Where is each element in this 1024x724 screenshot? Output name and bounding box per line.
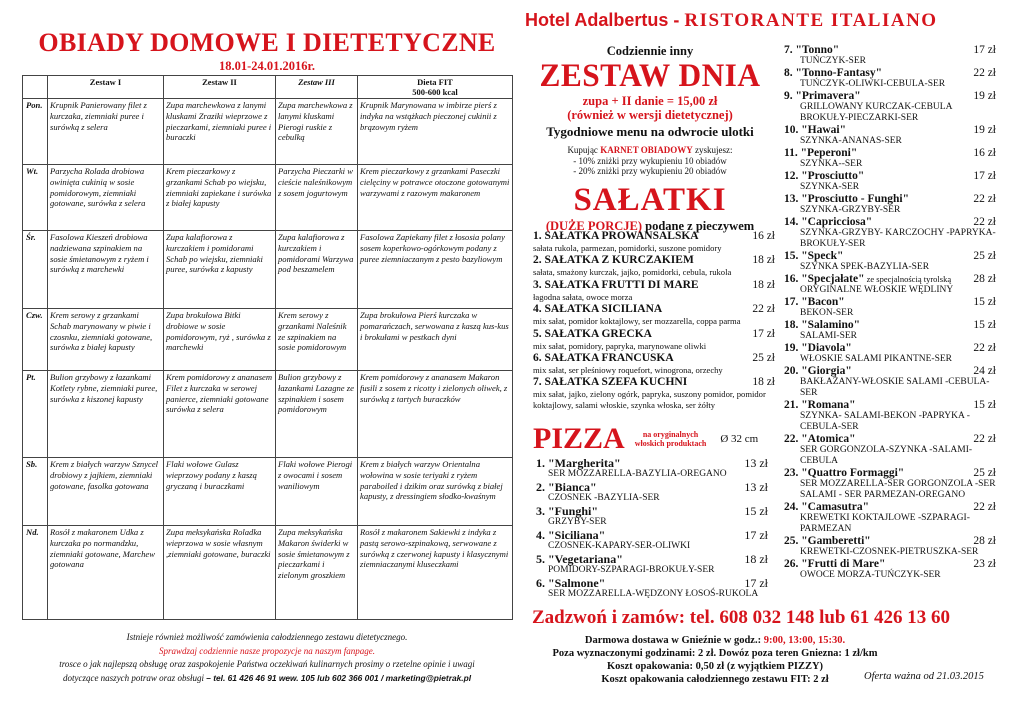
pizza-desc: SER MOZZARELLA-BAZYLIA-OREGANO <box>548 469 727 479</box>
pizza-item <box>536 481 768 504</box>
pizza-desc: SZYNKA- SALAMI-BEKON -PAPRYKA -CEBULA-SER <box>800 411 970 432</box>
pizza-name: 8. "Tonno-Fantasy" <box>784 67 882 79</box>
pizza-desc: CZOSNEK-KAPARY-SER-OLIWKI <box>548 541 691 551</box>
zestaw-2-cell: Zupa kalafiorowa z kurczakiem i pomidorami Schab po wiejsku, ziemniaki puree, surówka z kapusty <box>164 231 276 309</box>
weekly-menu-dates: 18.01-24.01.2016r. <box>218 59 316 73</box>
table-row <box>23 526 513 620</box>
table-header-fit: Dieta FIT 500-600 kcal <box>358 76 513 99</box>
salad-price: 18 zł <box>752 278 775 291</box>
pizza-name: 1. "Margherita" <box>536 456 621 470</box>
pizza-name: 19. "Diavola" <box>784 342 852 354</box>
pizza-price: 22 zł <box>973 433 996 445</box>
pizza-name: 11. "Peperoni" <box>784 147 858 159</box>
salad-item <box>533 254 775 277</box>
pizza-price: 15 zł <box>744 504 768 518</box>
pizza-desc: TUŃCZYK-SER <box>800 56 866 66</box>
salad-item <box>533 279 775 302</box>
packaging-cost-fit: Koszt opakowania całodziennego zestawu FIT: 2 zł <box>601 674 829 685</box>
table-row <box>23 165 513 231</box>
pizza-price: 17 zł <box>744 528 768 542</box>
pizza-item <box>784 216 996 250</box>
pizza-item <box>784 124 996 147</box>
pizza-name: 21. "Romana" <box>784 399 856 411</box>
salad-name: 6. SAŁATKA FRANCUSKA <box>533 352 674 365</box>
karnet-label: KARNET OBIADOWY <box>600 145 693 155</box>
table-row <box>23 99 513 165</box>
pizza-price: 17 zł <box>744 576 768 590</box>
weekly-menu-table <box>22 75 513 620</box>
pizza-desc: TUŃCZYK-OLIWKI-CEBULA-SER <box>800 79 946 89</box>
pizza-desc: BEKON-SER <box>800 308 854 318</box>
pizza-price: 15 zł <box>973 399 996 411</box>
pizza-item <box>784 250 996 273</box>
pizza-price: 22 zł <box>973 501 996 513</box>
pizza-item <box>784 365 996 399</box>
zestaw-3-cell: Zupa marchewkowa z lanymi kluskami Pierogi ruskie z cebulką <box>276 99 358 165</box>
pizza-name: 13. "Prosciutto - Funghi" <box>784 193 910 205</box>
pizza-price: 18 zł <box>744 552 768 566</box>
day-cell: Sb. <box>23 458 48 526</box>
pizza-header <box>533 424 783 454</box>
pizza-price: 19 zł <box>973 124 996 136</box>
pizza-desc: ORYGINALNE WŁOSKIE WĘDLINY <box>800 285 954 295</box>
pizza-item <box>536 505 768 528</box>
table-row <box>23 458 513 526</box>
table-header-zestaw-2: Zestaw II <box>164 76 276 99</box>
day-cell: Nd. <box>23 526 48 620</box>
footer-note-contact: dotyczące naszych potraw oraz obsługi – tel. 61 426 46 91 wew. 105 lub 602 366 001 / marketing@pietrak.pl <box>62 672 472 683</box>
fit-cell: Krem z białych warzyw Orientalna wołowina w sosie teriyaki z ryżem paraboiled i dzikim oraz surówką z białej kapusty, z dressingiem słodko-kwaśnym <box>358 458 513 526</box>
salad-desc: łagodna sałata, owoce morza <box>533 291 633 302</box>
pizza-list-left <box>536 457 768 601</box>
pizza-desc: GRZYBY-SER <box>548 517 607 527</box>
salad-name: 1. SAŁATKA PROWANSALSKA <box>533 230 699 242</box>
salad-item <box>533 328 775 351</box>
zestaw-1-cell: Parzycha Rolada drobiowa owinięta cukinią w sosie pomidorowym, ziemniaki gotowane, surówka z selera <box>48 165 164 231</box>
contact-info[interactable]: – tel. 61 426 46 91 wew. 105 lub 602 366 001 / marketing@pietrak.pl <box>206 672 472 683</box>
pizza-item <box>784 319 996 342</box>
salad-name: 5. SAŁATKA GRECKA <box>533 327 652 340</box>
zestaw-1-cell: Krem serowy z grzankami Schab marynowany w piwie i czosnku, ziemniaki gotowane, surówka z białej kapusty <box>48 309 164 371</box>
daily-set-section <box>525 44 775 233</box>
salad-price: 25 zł <box>752 352 775 365</box>
pizza-desc: BAKŁAŻANY-WŁOSKIE SALAMI -CEBULA-SER <box>800 377 990 398</box>
weekly-menu-title: OBIADY DOMOWE I DIETETYCZNE <box>38 28 496 57</box>
pizza-item <box>784 90 996 124</box>
zestaw-2-cell: Zupa brokułowa Bitki drobiowe w sosie pomidorowym, ryż , surówka z marchewki <box>164 309 276 371</box>
zestaw-3-cell: Parzycha Pieczarki w cieście naleśnikowym z sosem jogurtowym <box>276 165 358 231</box>
pizza-price: 17 zł <box>973 44 996 56</box>
table-header-zestaw-1: Zestaw I <box>48 76 164 99</box>
pizza-item <box>784 273 996 296</box>
pizza-name: 7. "Tonno" <box>784 44 840 56</box>
pizza-price: 23 zł <box>973 558 996 570</box>
fit-cell: Zupa brokułowa Pierś kurczaka w pomarańczach, serwowana z kaszą kus-kus i brokułami w pestkach dyni <box>358 309 513 371</box>
table-row <box>23 231 513 309</box>
salad-desc: mix sałat, ser pleśniowy roquefort, winogrona, orzechy <box>533 365 723 376</box>
pizza-desc: SZYNKA-GRZYBY-SER <box>800 205 901 215</box>
pizza-item <box>784 558 996 581</box>
salads-subtitle: (DUŻE PORCJE) podane z pieczywem <box>545 218 755 233</box>
pizza-price: 22 zł <box>973 216 996 228</box>
pizza-desc: WŁOSKIE SALAMI PIKANTNE-SER <box>800 354 952 364</box>
packaging-cost: Koszt opakowania: 0,50 zł (z wyjątkiem PIZZY) <box>606 661 824 672</box>
pizza-price: 13 zł <box>744 456 768 470</box>
pizza-title: PIZZA <box>533 422 625 455</box>
pizza-desc: SZYNKA-ANANAS-SER <box>800 136 902 146</box>
pizza-price: 25 zł <box>973 250 996 262</box>
table-header-row <box>23 76 513 99</box>
pizza-desc: GRILLOWANY KURCZAK-CEBULA BROKUŁY-PIECZARKI-SER <box>800 102 952 123</box>
hotel-name: Hotel Adalbertus <box>525 10 669 30</box>
pizza-item <box>784 467 996 501</box>
pizza-name: 4. "Siciliana" <box>536 528 606 542</box>
pizza-item <box>784 342 996 365</box>
table-header-day <box>23 76 48 99</box>
fit-cell: Fasolowa Zapiekany filet z łososia polany sosem koperkowo-ogórkowym podany z puree ziemniaczanym z pesto bazyliowym <box>358 231 513 309</box>
pizza-item <box>784 296 996 319</box>
salad-price: 16 zł <box>752 230 775 242</box>
salad-price: 17 zł <box>752 327 775 340</box>
pizza-item <box>784 44 996 67</box>
zestaw-2-cell: Krem pieczarkowy z grzankami Schab po wiejsku, ziemniaki zapiekane i surówka z białej kapusty <box>164 165 276 231</box>
pizza-desc: KREWETKI KOKTAJLOWE -SZPARAGI- PARMEZAN <box>800 513 970 534</box>
pizza-price: 28 zł <box>973 535 996 547</box>
zestaw-2-cell: Zupa marchewkowa z lanymi kluskami Zraziki wieprzowe z pieczarkami, ziemniaki puree i buraczki <box>164 99 276 165</box>
pizza-list-right <box>784 44 996 581</box>
pizza-desc: SALAMI-SER <box>800 331 858 341</box>
daily-set-title: ZESTAW DNIA <box>539 58 761 94</box>
fit-cell: Krem pomidorowy z ananasem Makaron fusili z sosem z ricotty i zielonych oliwek, z surówką z tartych buraczków <box>358 371 513 458</box>
pizza-price: 13 zł <box>744 480 768 494</box>
pizza-size: Ø 32 cm <box>720 433 759 445</box>
ristorante-name: RISTORANTE ITALIANO <box>684 10 938 31</box>
table-row <box>23 371 513 458</box>
karnet-discount-10: - 10% zniżki przy wykupieniu 10 obiadów <box>573 155 727 166</box>
zestaw-1-cell: Fasolowa Kieszeń drobiowa nadziewana szpinakiem na sosie śmietanowym z ryżem i surówką z marchewki <box>48 231 164 309</box>
salad-item <box>533 303 775 326</box>
zestaw-1-cell: Krem z białych warzyw Sznycel drobiowy z jajkiem, ziemniaki gotowane, fasolka gotowana <box>48 458 164 526</box>
salad-name: 2. SAŁATKA Z KURCZAKIEM <box>533 254 694 267</box>
pizza-desc: SER GORGONZOLA-SZYNKA -SALAMI-CEBULA <box>800 445 973 466</box>
salad-name: 7. SAŁATKA SZEFA KUCHNI <box>533 376 688 389</box>
footer-note-fanpage: Sprawdzaj codziennie nasze propozycje na naszym fanpage. <box>159 645 375 656</box>
zestaw-3-cell: Flaki wołowe Pierogi z owocami i sosem waniliowym <box>276 458 358 526</box>
salad-desc: mix sałat, jajko, zielony ogórk, papryka, suszony pomidor, pomidor koktajlowy, salami włoskie, szynka włoska, ser żółty <box>533 389 766 410</box>
footer-note-diet: Istnieje również możliwość zamówienia całodziennego zestawu dietetycznego. <box>126 632 408 642</box>
salad-price: 18 zł <box>752 376 775 389</box>
footer-note-opinions: trosce o jak najlepszą obsługę oraz zaspokojenie Państwa oczekiwań kulinarnych prosimy o rzetelne opinie i uwagi <box>59 659 475 669</box>
zestaw-1-cell: Rosół z makaronem Udka z kurczaka po normandzku, ziemniaki gotowane, Marchew gotowana <box>48 526 164 620</box>
pizza-price: 28 zł <box>973 273 996 285</box>
zestaw-1-cell: Krupnik Panierowany filet z kurczaka, ziemniaki puree i surówką z selera <box>48 99 164 165</box>
zestaw-2-cell: Krem pomidorowy z ananasem Filet z kurczaka w serowej panierce, ziemniaki gotowane surówka z selera <box>164 371 276 458</box>
pizza-item <box>536 577 768 600</box>
pizza-name: 6. "Salmone" <box>536 576 606 590</box>
day-cell: Pon. <box>23 99 48 165</box>
pizza-name: 9. "Primavera" <box>784 90 861 102</box>
salad-desc: mix sałat, pomidor koktajlowy, ser mozzarella, coppa parma <box>533 316 741 327</box>
salad-price: 18 zł <box>752 254 775 267</box>
pizza-desc: SER MOZZARELLA-WĘDZONY ŁOSOŚ-RUKOLA <box>548 589 759 599</box>
karnet-info: Kupując KARNET OBIADOWY zyskujesz: - 10% zniżki przy wykupieniu 10 obiadów - 20% zniżki przy wykupieniu 20 obiadów <box>525 145 775 177</box>
pizza-desc: POMIDORY-SZPARAGI-BROKUŁY-SER <box>548 565 715 575</box>
pizza-price: 17 zł <box>973 170 996 182</box>
pizza-price: 25 zł <box>973 467 996 479</box>
zestaw-1-cell: Bulion grzybowy z łazankami Kotlety rybne, ziemniaki puree, surówka z kiszonej kapusty <box>48 371 164 458</box>
salads-list <box>533 230 775 411</box>
pizza-price: 22 zł <box>973 67 996 79</box>
hotel-header <box>525 10 1005 32</box>
offer-validity: Oferta ważna od 21.03.2015 <box>864 671 984 682</box>
fit-cell: Krem pieczarkowy z grzankami Paseczki cielęciny w potrawce otoczone gotowanymi warzywami z razowym makaronem <box>358 165 513 231</box>
salad-name: 3. SAŁATKA FRUTTI DI MARE <box>533 278 699 291</box>
salad-desc: sałata, smażony kurczak, jajko, pomidorki, cebula, rukola <box>533 267 732 278</box>
pizza-item <box>784 147 996 170</box>
pizza-desc: SER MOZZARELLA-SER GORGONZOLA -SER SALAMI - SER PARMEZAN-OREGANO <box>800 479 996 500</box>
pizza-item <box>784 433 996 467</box>
daily-set-price: zupa + II danie = 15,00 zł <box>582 94 718 108</box>
pizza-item <box>784 193 996 216</box>
salad-desc: sałata rukola, parmezan, pomidorki, suszone pomidory <box>533 243 722 253</box>
pizza-name: 23. "Quattro Formaggi" <box>784 467 905 479</box>
salads-title: SAŁATKI <box>573 181 727 218</box>
order-phone[interactable]: Zadzwoń i zamów: tel. 608 032 148 lub 61 426 13 60 <box>532 607 950 628</box>
salad-price: 22 zł <box>752 303 775 316</box>
pizza-item <box>784 170 996 193</box>
salad-item <box>533 230 775 253</box>
pizza-name: 2. "Bianca" <box>536 480 597 494</box>
pizza-name: 15. "Speck" <box>784 250 844 262</box>
salad-desc: mix sałat, pomidory, papryka, marynowane oliwki <box>533 340 707 351</box>
day-cell: Pt. <box>23 371 48 458</box>
pizza-item <box>536 457 768 480</box>
pizza-name: 17. "Bacon" <box>784 296 845 308</box>
pizza-price: 22 zł <box>973 193 996 205</box>
zestaw-3-cell: Krem serowy z grzankami Naleśnik ze szpinakiem na sosie pomidorowym <box>276 309 358 371</box>
pizza-price: 15 zł <box>973 319 996 331</box>
table-row <box>23 309 513 371</box>
pizza-name: 20. "Giorgia" <box>784 365 852 377</box>
pizza-name: 14. "Capricciosa" <box>784 216 873 228</box>
pizza-item <box>784 67 996 90</box>
pizza-name: 26. "Frutti di Mare" <box>784 558 886 570</box>
daily-set-diet-note: (również w wersji dietetycznej) <box>567 108 733 122</box>
pizza-name: 10. "Hawai" <box>784 124 846 136</box>
pizza-price: 24 zł <box>973 365 996 377</box>
weekly-menu-note: Tygodniowe menu na odwrocie ulotki <box>546 124 754 139</box>
fit-cell: Krupnik Marynowana w imbirze pierś z indyka na wstążkach pieczonej cukinii z brązowym ryżem <box>358 99 513 165</box>
pizza-name: 22. "Atomica" <box>784 433 856 445</box>
pizza-name: 18. "Salamino" <box>784 319 861 331</box>
pizza-desc: KREWETKI-CZOSNEK-PIETRUSZKA-SER <box>800 547 979 557</box>
pizza-name: 5. "Vegetariana" <box>536 552 623 566</box>
karnet-discount-20: - 20% zniżki przy wykupieniu 20 obiadów <box>573 166 727 176</box>
pizza-item <box>536 553 768 576</box>
pizza-item <box>784 501 996 535</box>
salad-item <box>533 352 775 375</box>
pizza-desc: CZOSNEK -BAZYLIA-SER <box>548 493 660 503</box>
zestaw-3-cell: Bulion grzybowy z łazankami Lazagne ze szpinakiem i sosem pomidorowym <box>276 371 358 458</box>
pizza-desc: OWOCE MORZA-TUŃCZYK-SER <box>800 570 941 580</box>
weekly-menu-section <box>22 28 512 685</box>
delivery-extra: Poza wyznaczonymi godzinami: 2 zł. Dowóz poza teren Gniezna: 1 zł/km <box>552 648 878 659</box>
pizza-name: 16. "Specjałate" ze specjalnością tyrolską <box>784 273 952 285</box>
pizza-item <box>784 399 996 433</box>
header-separator: - <box>668 10 685 30</box>
zestaw-3-cell: Zupa kalafiorowa z kurczakiem i pomidorami Warzywa pod beszamelem <box>276 231 358 309</box>
pizza-name: 3. "Funghi" <box>536 504 599 518</box>
pizza-item <box>784 535 996 558</box>
delivery-hours: 9:00, 13:00, 15:30. <box>763 635 846 646</box>
pizza-name: 24. "Camasutra" <box>784 501 869 513</box>
pizza-note: na oryginalnych włoskich produktach <box>634 430 707 448</box>
pizza-price: 22 zł <box>973 342 996 354</box>
zestaw-2-cell: Flaki wołowe Gulasz wieprzowy podany z kaszą gryczaną i buraczkami <box>164 458 276 526</box>
pizza-name: 25. "Gamberetti" <box>784 535 871 547</box>
pizza-desc: SZYNKA--SER <box>800 159 863 169</box>
zestaw-2-cell: Zupa meksykańska Roladka wieprzowa w sosie własnym ,ziemniaki gotowane, buraczki <box>164 526 276 620</box>
pizza-price: 16 zł <box>973 147 996 159</box>
salad-name: 4. SAŁATKA SICILIANA <box>533 303 663 316</box>
table-header-zestaw-3: Zestaw III <box>276 76 358 99</box>
delivery-info: Darmowa dostawa w Gnieźnie w godz.: 9:00, 13:00, 15:30. Poza wyznaczonymi godzinami: 2 zł. Dowóz poza teren Gniezna: 1 zł/km Koszt opakowania: 0,50 zł (z wyjątkiem PIZZY) Koszt opakowania całodziennego zestawu FIT: 2 zł <box>520 634 910 686</box>
pizza-desc: SZYNKA SPEK-BAZYLIA-SER <box>800 262 930 272</box>
day-cell: Czw. <box>23 309 48 371</box>
weekly-menu-footer <box>22 631 512 685</box>
zestaw-3-cell: Zupa meksykańska Makaron świderki w sosie śmietanowym z pieczarkami i zielonym groszkiem <box>276 526 358 620</box>
daily-intro: Codziennie inny <box>606 44 694 58</box>
pizza-price: 15 zł <box>973 296 996 308</box>
pizza-desc: SZYNKA-GRZYBY- KARCZOCHY -PAPRYKA-BROKUŁY-SER <box>800 228 996 249</box>
fit-cell: Rosół z makaronem Sakiewki z indyka z pastą serowo-szpinakową, serwowane z surówką z czerwonej kapusty i klasycznymi ziemniaczanymi kluseczkami <box>358 526 513 620</box>
pizza-name: 12. "Prosciutto" <box>784 170 865 182</box>
salad-item <box>533 376 775 410</box>
day-cell: Wt. <box>23 165 48 231</box>
pizza-desc: SZYNKA-SER <box>800 182 860 192</box>
pizza-price: 19 zł <box>973 90 996 102</box>
day-cell: Śr. <box>23 231 48 309</box>
pizza-item <box>536 529 768 552</box>
